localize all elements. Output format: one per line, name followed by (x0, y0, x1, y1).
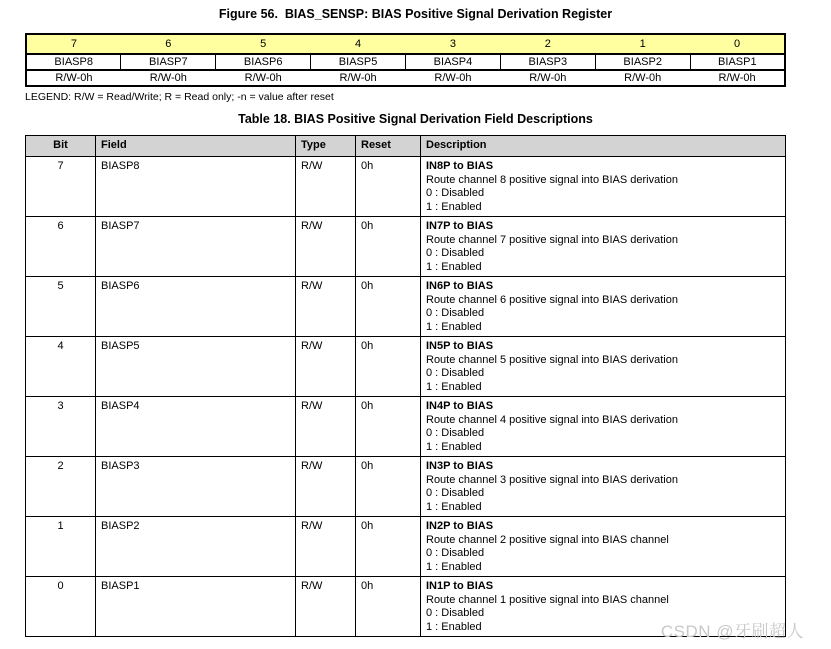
type-cell: R/W (296, 517, 356, 577)
bit-cell: 6 (26, 217, 96, 277)
description-line: 0 : Disabled (426, 187, 485, 199)
table-row (26, 397, 786, 457)
field-cell: BIASP5 (96, 337, 296, 397)
description-line: 1 : Enabled (426, 440, 482, 453)
bit-number-cell: 3 (406, 34, 501, 54)
field-cell: BIASP3 (96, 457, 296, 517)
table-row (26, 457, 786, 517)
description-line: 0 : Disabled (426, 367, 485, 379)
bit-number-cell: 6 (121, 34, 216, 54)
bit-cell: 0 (26, 577, 96, 637)
description-cell (421, 517, 786, 577)
reset-cell: 0h (356, 457, 421, 517)
type-cell: R/W (296, 157, 356, 217)
legend-text: LEGEND: R/W = Read/Write; R = Read only; -n = value after reset (25, 91, 334, 103)
table-row (26, 337, 786, 397)
description-line: 1 : Enabled (426, 380, 482, 393)
description-line: Route channel 7 positive signal into BIAS derivation (426, 233, 678, 246)
bit-field-cell: BIASP3 (500, 54, 595, 70)
bit-reset-cell: R/W-0h (434, 72, 472, 84)
bit-field-cell: BIASP2 (595, 54, 690, 70)
description-line: Route channel 6 positive signal into BIAS derivation (426, 293, 678, 306)
description-line: 0 : Disabled (426, 427, 485, 439)
bit-cell: 1 (26, 517, 96, 577)
type-cell: R/W (296, 277, 356, 337)
field-cell: BIASP8 (96, 157, 296, 217)
description-cell (421, 157, 786, 217)
description-title: IN5P to BIAS (426, 340, 494, 352)
table-row (26, 157, 786, 217)
reset-cell: 0h (356, 577, 421, 637)
description-cell (421, 457, 786, 517)
figure-title: Figure 56. BIAS_SENSP: BIAS Positive Signal Derivation Register (218, 7, 613, 21)
register-bit-table (25, 33, 786, 87)
description-title: IN1P to BIAS (426, 580, 494, 592)
description-title: IN8P to BIAS (426, 160, 494, 172)
description-line: 0 : Disabled (426, 307, 485, 319)
bit-reset-cell: R/W-0h (339, 72, 377, 84)
description-line: Route channel 1 positive signal into BIAS channel (426, 593, 669, 606)
reset-cell: 0h (356, 217, 421, 277)
description-cell (421, 277, 786, 337)
description-line: 1 : Enabled (426, 620, 482, 633)
table-title: Table 18. BIAS Positive Signal Derivation Field Descriptions (238, 112, 593, 126)
header-field: Field (96, 136, 296, 157)
field-cell: BIASP1 (96, 577, 296, 637)
description-title: IN3P to BIAS (426, 460, 494, 472)
register-bit-number-row (26, 34, 785, 54)
bit-field-cell: BIASP8 (26, 54, 121, 70)
description-cell (421, 337, 786, 397)
bit-cell: 3 (26, 397, 96, 457)
description-line: Route channel 8 positive signal into BIAS derivation (426, 173, 678, 186)
description-line: Route channel 5 positive signal into BIAS derivation (426, 353, 678, 366)
bit-field-cell: BIASP1 (690, 54, 785, 70)
reset-cell: 0h (356, 397, 421, 457)
bit-reset-cell: R/W-0h (529, 72, 567, 84)
bit-number-cell: 0 (690, 34, 785, 54)
description-line: 0 : Disabled (426, 487, 485, 499)
reset-cell: 0h (356, 337, 421, 397)
description-line: 0 : Disabled (426, 607, 485, 619)
field-cell: BIASP7 (96, 217, 296, 277)
bit-reset-cell: R/W-0h (718, 72, 756, 84)
bit-number-cell: 5 (216, 34, 311, 54)
bit-reset-cell: R/W-0h (149, 72, 187, 84)
description-line: 1 : Enabled (426, 200, 482, 213)
description-line: 0 : Disabled (426, 547, 485, 559)
reset-cell: 0h (356, 277, 421, 337)
type-cell: R/W (296, 457, 356, 517)
bit-cell: 7 (26, 157, 96, 217)
bit-field-cell: BIASP4 (406, 54, 501, 70)
table-row (26, 517, 786, 577)
bit-cell: 5 (26, 277, 96, 337)
bit-reset-cell: R/W-0h (624, 72, 662, 84)
bit-reset-cell: R/W-0h (244, 72, 282, 84)
description-title: IN7P to BIAS (426, 220, 494, 232)
description-title: IN6P to BIAS (426, 280, 494, 292)
header-type: Type (296, 136, 356, 157)
register-field-name-row (26, 54, 785, 70)
table-header-row (26, 136, 786, 157)
register-reset-value-row (26, 70, 785, 86)
bit-cell: 4 (26, 337, 96, 397)
bit-number-cell: 7 (26, 34, 121, 54)
field-cell: BIASP4 (96, 397, 296, 457)
description-line: 1 : Enabled (426, 500, 482, 513)
header-description: Description (421, 136, 786, 157)
reset-cell: 0h (356, 517, 421, 577)
description-line: 1 : Enabled (426, 320, 482, 333)
bit-field-cell: BIASP6 (216, 54, 311, 70)
reset-cell: 0h (356, 157, 421, 217)
description-cell (421, 397, 786, 457)
bit-field-cell: BIASP5 (311, 54, 406, 70)
description-line: 0 : Disabled (426, 247, 485, 259)
description-title: IN4P to BIAS (426, 400, 494, 412)
description-line: Route channel 4 positive signal into BIAS derivation (426, 413, 678, 426)
type-cell: R/W (296, 337, 356, 397)
watermark-text: CSDN @牙刷超人 (660, 622, 804, 641)
field-cell: BIASP6 (96, 277, 296, 337)
table-row (26, 277, 786, 337)
table-row (26, 217, 786, 277)
description-cell (421, 217, 786, 277)
description-line: 1 : Enabled (426, 560, 482, 573)
description-title: IN2P to BIAS (426, 520, 494, 532)
description-line: Route channel 2 positive signal into BIAS channel (426, 533, 669, 546)
bit-number-cell: 1 (595, 34, 690, 54)
bit-field-cell: BIASP7 (121, 54, 216, 70)
field-description-table (25, 135, 786, 637)
bit-number-cell: 4 (311, 34, 406, 54)
type-cell: R/W (296, 577, 356, 637)
field-cell: BIASP2 (96, 517, 296, 577)
type-cell: R/W (296, 217, 356, 277)
header-bit: Bit (26, 136, 96, 157)
description-line: 1 : Enabled (426, 260, 482, 273)
description-line: Route channel 3 positive signal into BIAS derivation (426, 473, 678, 486)
header-reset: Reset (356, 136, 421, 157)
bit-number-cell: 2 (500, 34, 595, 54)
bit-cell: 2 (26, 457, 96, 517)
type-cell: R/W (296, 397, 356, 457)
bit-reset-cell: R/W-0h (55, 72, 93, 84)
